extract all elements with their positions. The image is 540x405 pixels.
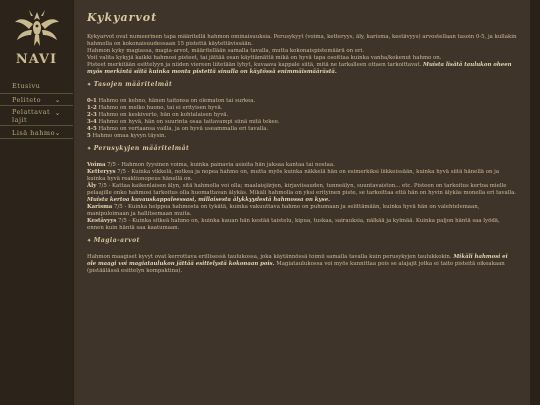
chevron-down-icon: ⌄ (54, 129, 61, 137)
nav-item-lisa-hahmo[interactable] (0, 126, 73, 139)
page-title: Kykyarvot (87, 11, 158, 24)
level-row: 1-2 Hahmo on melko huono, tai ei erityisen hyvä. (87, 105, 223, 111)
nav-item-label: Etusivu (12, 82, 41, 90)
ability-row: Voima 7/5 - Hahmon fyysinen voima, kuinka painavia asioita hän jaksaa kantaa tai nostaa. (87, 162, 335, 168)
diamond-bullet-icon: ✦ (87, 146, 92, 152)
intro-paragraph: Hahmon kyky magiassa, magia-arvot, määritellään samalla tavalla, mutta kokonaispistemäärä on eri. (87, 48, 365, 54)
ability-row: Karisma 7/5 - Kuinka helppoa hahmosta on tykätä, kuinka vakuuttava hahmo on puhumaan ja selittämään, kuinka hyvä hän on valehtelemaan, manipuloimaan ja hallitsemaan muita. (87, 204, 480, 217)
logo-emblem-icon[interactable] (13, 6, 61, 50)
intro-paragraph (87, 62, 517, 76)
article-body (87, 34, 517, 275)
site-name[interactable]: NAVI (15, 52, 58, 67)
section-heading-basic: ✦ Perusykyjen määritelmät (87, 145, 190, 152)
level-row: 3-4 Hahmo on hyvä, hän on suurinta osaa taitavampi siinä mitä tekee. (87, 119, 280, 125)
chevron-down-icon: ⌄ (54, 96, 61, 104)
ability-row: Äly 7/5 - Kattaa kaikenlaisen älyn, sitä hahmolla voi olla; maalaisjärjen, kirjaviisauden, tunneälyn, suuntavaiston... etc. Pisteen on tarkoitus kertoa mielle pelaajille onko hahmosi tarkoitus olla huomattavan älykäs. Mikäli hahmolla on yksi erityinen piste, se tarkoittaa että hän on hyvin älykäs monella eri tavalla. Muista kertoa kuvauskappaleessasi, millaisesta älykkyydestä hahmossa on kyse. (87, 183, 517, 203)
sidebar (0, 0, 73, 405)
ability-row: Ketteryys 7/5 - Kuinka vikkelä, notkea ja nopea hahmo on, mutta myös kuinka näkkelä hän on esimerkiksi liikkeissään, kuinka hyvä siitä hänellä on ja kuinka hyvä reaktionopeus hänellä on. (87, 169, 500, 182)
diamond-bullet-icon: ✦ (87, 82, 92, 88)
nav-item-label: Pelattavat lajit (12, 108, 51, 124)
main-content (74, 0, 530, 405)
diamond-bullet-icon: ✦ (87, 238, 92, 244)
section-heading-magic: ✦ Magia-arvot (87, 237, 140, 244)
nav-item-label: Peliteto (12, 96, 42, 104)
level-row: 4-5 Hahmo on vertaansa vailla, ja on hyvä useammalla eri tavalla. (87, 126, 269, 132)
page-background-strip (530, 0, 540, 405)
level-row: 0-1 Hahmo on kehno, hänen taitonsa on olematon tai surkea. (87, 98, 256, 104)
level-row: 2-3 Hahmo on keskiverto, hän on kohtalaisen hyvä. (87, 112, 229, 118)
nav-item-label: Lisä hahmo (12, 129, 55, 137)
level-row: 5 Hahmo omaa kyvyn täysin. (87, 133, 167, 139)
ability-row: Kestävyys 7/5 - Kuinka sitkeä hahmo on, kuinka kauan hän kestää taistelu, kipua, tuskaa, sairauksia, nälkää ja kylmää. Kuinka paljon häntä saa lyödä, ennen kuin häntä saa kaatumaan. (87, 218, 500, 231)
nav-item-pelattavat-lajit[interactable] (0, 106, 73, 126)
nav-item-peliteto[interactable] (0, 94, 73, 106)
magic-paragraph: Hahmon maagiset kyvyt ovat kerrottava erillisessä taulukossa, joka käytännössä toimii samalla tavalla kuin perusykyjen taulukkokin. Mikäli hahmosi ei ole maagi voi magiataulukon jättää esittelystä kokonaan pois. Magiataulukossa voi myös kunnittaa pois se alajajit jotka ei taito pisteitä oikeakaan (pistäälässä esittelyn kompaktina). (87, 254, 508, 274)
intro-paragraph: Kykyarvot ovat numeerinen tapa määritellä hahmon ominaisuuksia. Perusykyyt (voima, ketteryys, äly, karisma, kestävyys) arvostellaan tasoin 0-5, ja kullakin hahmolla on kokonaisuudessaan 15 pistettä käytettävissään. (87, 34, 517, 47)
intro-emphasis: Muista lisätä taulukon oheen myös merkintä siitä kuinka monta pistettä sinulla on käytössä enimmäismäärästä. (87, 62, 512, 75)
intro-paragraph: Voit valita kykyjä kaikki hahmosi pisteet, tai jättää osan käyttämättä mikä on hyvä tapa osoittaa kuinka vanha/kokenut hahmo on. (87, 55, 442, 61)
chevron-down-icon: ⌄ (54, 109, 61, 117)
intro-text: Pisteet merkitään esittelyyn ja niiden viereen liitetään lyhyt, kuvaava kappale siitä, mitä ne tarkalleen ottaen tarkoittavat. (87, 62, 422, 68)
nav-item-etusivu[interactable] (0, 82, 73, 94)
section-heading-levels: ✦ Tasojen määritelmät (87, 81, 173, 88)
